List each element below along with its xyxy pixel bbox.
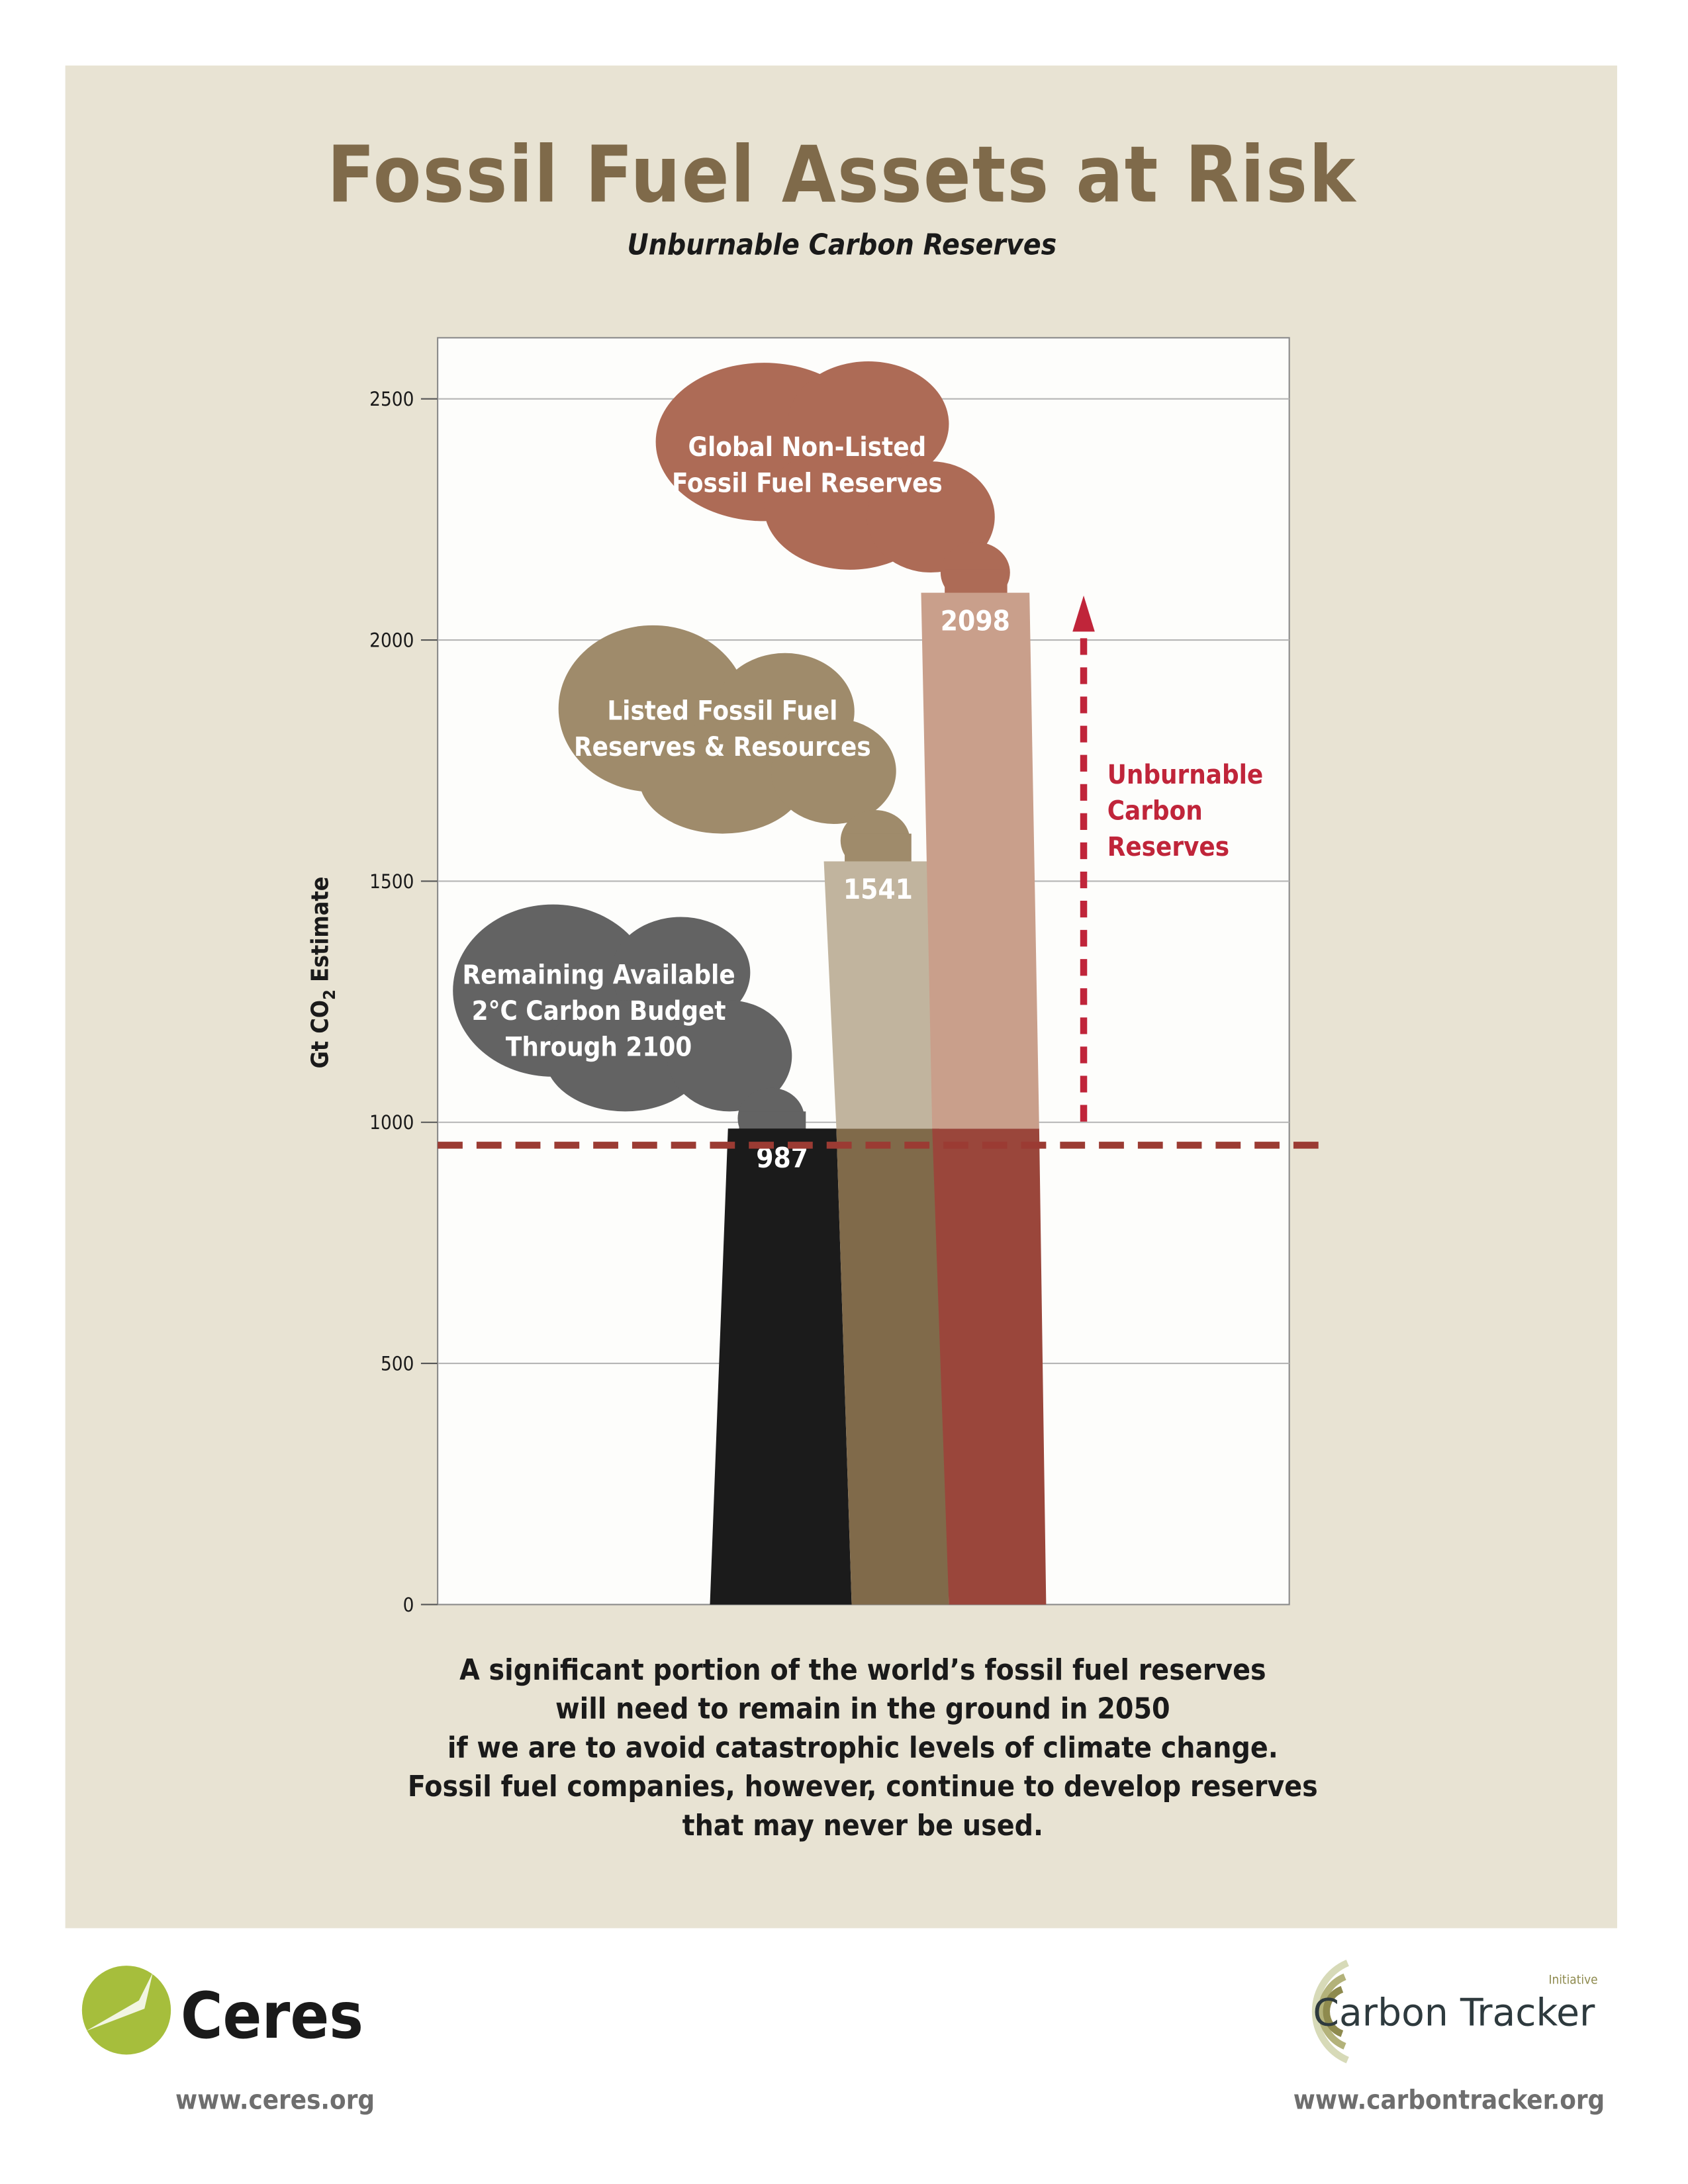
unburnable-label: Reserves xyxy=(1107,832,1230,863)
body-line: that may never be used. xyxy=(682,1808,1044,1843)
unburnable-label: Unburnable xyxy=(1107,760,1264,791)
bar-value-label: 2098 xyxy=(940,604,1010,637)
bar-lower-segment xyxy=(710,1128,851,1604)
ceres-logo-text: Ceres xyxy=(180,1978,363,2054)
bar-lower-segment xyxy=(836,1128,949,1604)
page-title: Fossil Fuel Assets at Risk xyxy=(327,129,1357,220)
carbon-tracker-initiative: Initiative xyxy=(1548,1972,1598,1987)
page-subtitle: Unburnable Carbon Reserves xyxy=(627,228,1057,262)
body-line: if we are to avoid catastrophic levels of climate change. xyxy=(447,1731,1278,1765)
y-tick-label: 1000 xyxy=(369,1111,414,1134)
body-line: Fossil fuel companies, however, continue to develop reserves xyxy=(407,1770,1318,1804)
ceres-logo xyxy=(82,1966,363,2054)
y-axis-label: Gt $CO_2$ Estimate xyxy=(306,876,339,1069)
cloud-label: Listed Fossil Fuel xyxy=(607,696,838,727)
y-tick-label: 2000 xyxy=(369,629,414,652)
y-tick-label: 500 xyxy=(380,1352,414,1375)
y-tick-label: 0 xyxy=(402,1593,414,1616)
cloud-label: Remaining Available xyxy=(462,960,735,991)
bar-value-label: 1541 xyxy=(843,873,913,906)
cloud-label: Fossil Fuel Reserves xyxy=(671,468,943,499)
body-line: will need to remain in the ground in 2050 xyxy=(555,1692,1170,1726)
bar-lower-segment xyxy=(932,1128,1046,1604)
carbon-tracker-logo-text: Carbon Tracker xyxy=(1313,1991,1595,2035)
cloud-label: Global Non-Listed xyxy=(688,432,927,463)
cloud-label: Through 2100 xyxy=(505,1032,692,1063)
bar-value-label: 987 xyxy=(756,1141,809,1174)
carbon-tracker-logo xyxy=(1313,1963,1597,2060)
body-line: A significant portion of the world’s fossil fuel reserves xyxy=(459,1653,1266,1687)
carbon-tracker-url-link[interactable]: www.carbontracker.org xyxy=(1293,2085,1605,2116)
y-tick-label: 2500 xyxy=(369,388,414,411)
cloud-label: 2°C Carbon Budget xyxy=(471,995,726,1026)
y-tick-label: 1500 xyxy=(369,870,414,893)
unburnable-label: Carbon xyxy=(1107,796,1203,827)
cloud-label: Reserves & Resources xyxy=(574,732,871,763)
bar-upper-segment xyxy=(921,593,1039,1129)
ceres-url-link[interactable]: www.ceres.org xyxy=(175,2085,375,2116)
